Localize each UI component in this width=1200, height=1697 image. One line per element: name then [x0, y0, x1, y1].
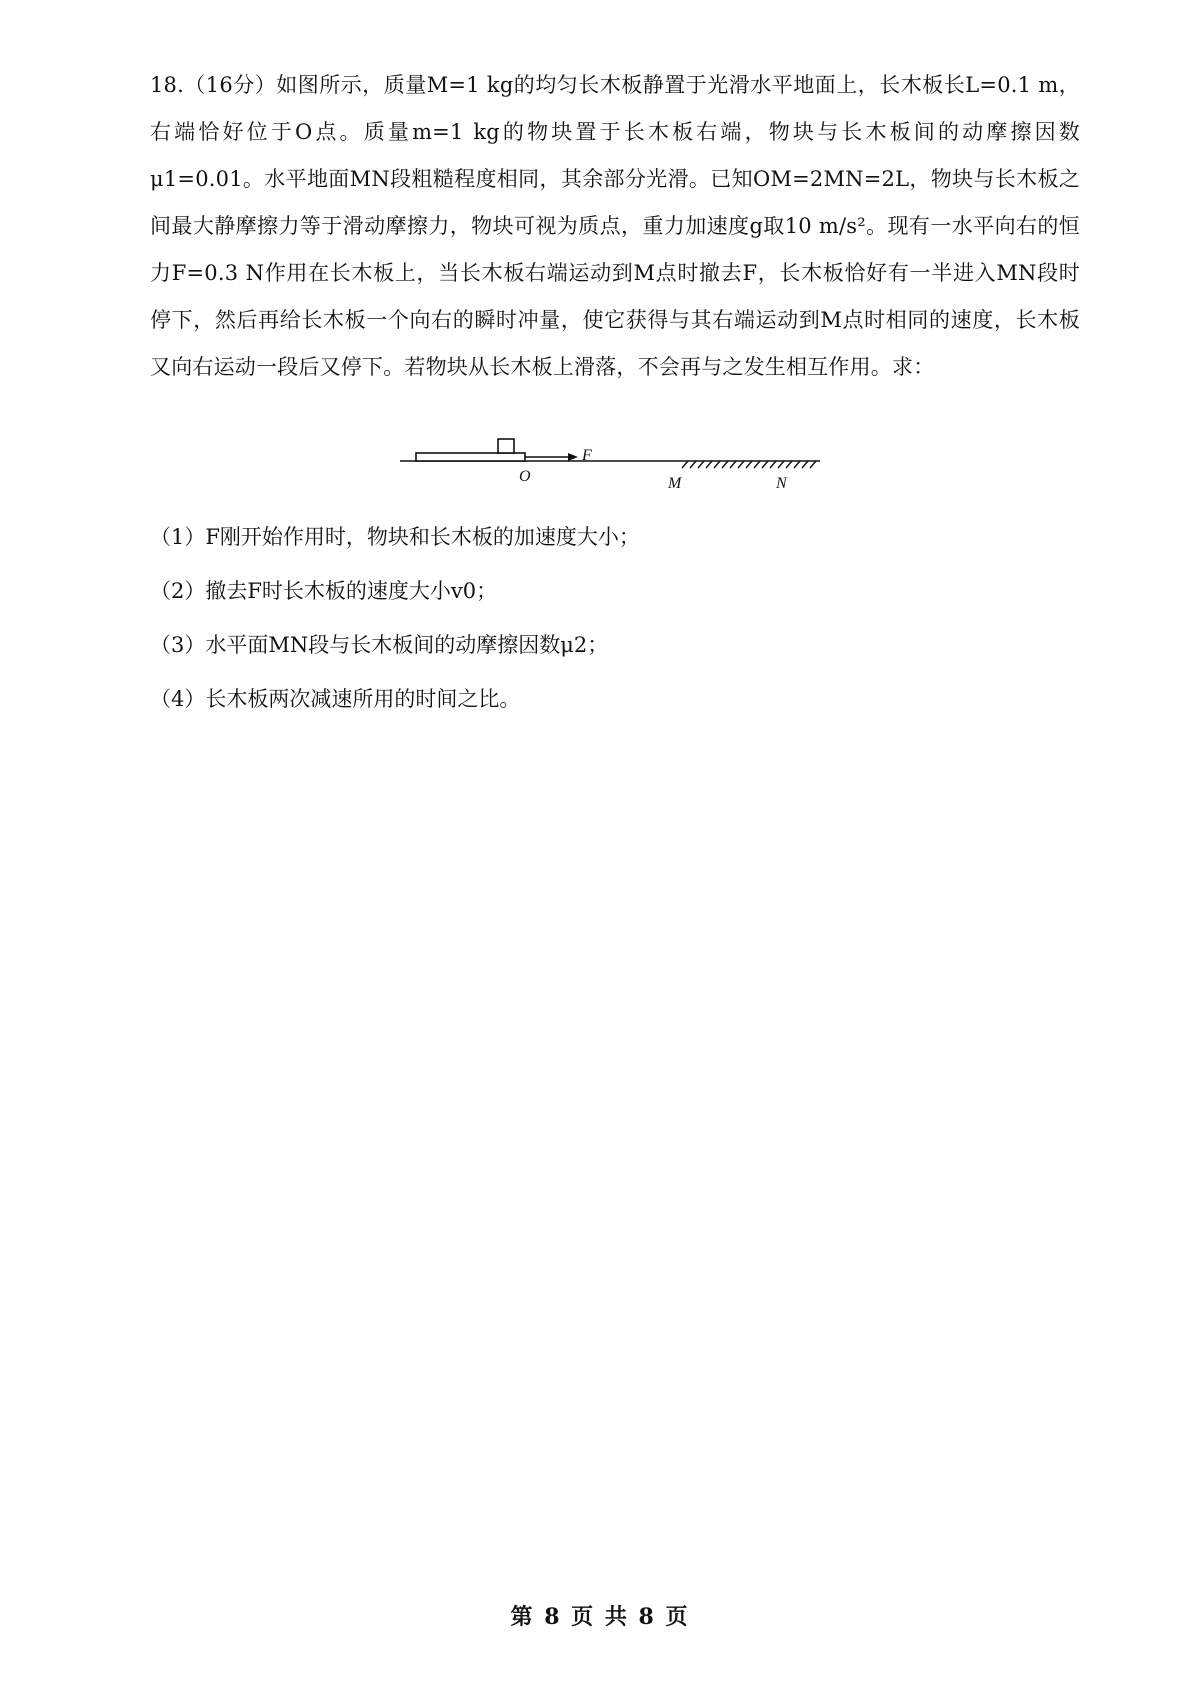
rough-segment-hatching: [682, 461, 816, 468]
force-arrow-head: [568, 453, 578, 461]
question-3: （3）水平面MN段与长木板间的动摩擦因数μ2；: [150, 633, 609, 657]
board-diagram: [400, 432, 840, 502]
point-m-label: M: [668, 475, 682, 492]
small-block: [498, 439, 514, 453]
point-n-label: N: [776, 475, 787, 492]
force-label: F: [582, 447, 592, 464]
sub-questions: [150, 510, 1080, 726]
question-1: （1）F刚开始作用时，物块和长木板的加速度大小；: [150, 525, 640, 549]
problem-statement: [150, 62, 1080, 391]
page-footer: [0, 1600, 1200, 1631]
page-number: 第 8 页 共 8 页: [510, 1604, 690, 1630]
long-board: [416, 453, 525, 461]
question-4: （4）长木板两次减速所用的时间之比。: [150, 687, 521, 711]
problem-text: 18.（16分）如图所示，质量M=1 kg的均匀长木板静置于光滑水平地面上，长木板长L=0.1 m，右端恰好位于O点。质量m=1 kg的物块置于长木板右端，物块与长木板间的动摩擦因数μ1=0.01。水平地面MN段粗糙程度相同，其余部分光滑。已知OM=2MN=2L，物块与长木板之间最大静摩擦力等于滑动摩擦力，物块可视为质点，重力加速度g取10 m/s²。现有一水平向右的恒力F=0.3 N作用在长木板上，当长木板右端运动到M点时撤去F，长木板恰好有一半进入MN段时停下，然后再给长木板一个向右的瞬时冲量，使它获得与其右端运动到M点时相同的速度，长木板又向右运动一段后又停下。若物块从长木板上滑落，不会再与之发生相互作用。求：: [150, 73, 1080, 379]
problem-figure: [400, 432, 840, 502]
point-o-label: O: [519, 468, 531, 485]
question-2: （2）撤去F时长木板的速度大小v0；: [150, 579, 498, 603]
